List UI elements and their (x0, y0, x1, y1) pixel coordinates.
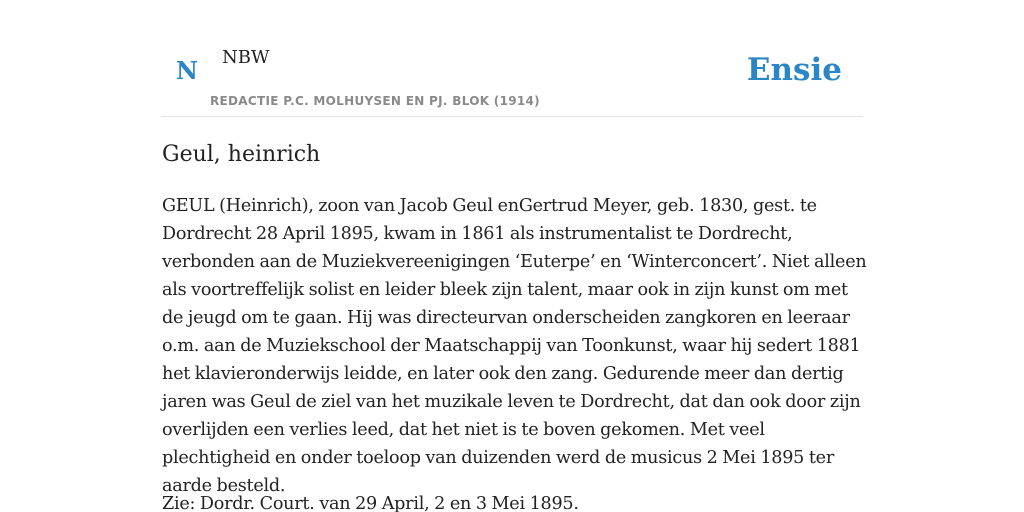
source-name[interactable]: NBW (222, 47, 270, 68)
source-editors: REDACTIE P.C. MOLHUYSEN EN PJ. BLOK (1914) (210, 94, 540, 108)
article-reference: Zie: Dordr. Court. van 29 April, 2 en 3 Mei 1895. (162, 494, 579, 512)
header (162, 0, 862, 117)
ensie-logo[interactable]: Ensie (746, 52, 842, 88)
article-body: GEUL (Heinrich), zoon van Jacob Geul enGertrud Meyer, geb. 1830, gest. te Dordrecht 28 April 1895, kwam in 1861 als instrumentalist te Dordrecht, verbonden aan de Muziekvereenigingen ‘Euterpe’ en ‘Winterconcert’. Niet alleen als voortreffelijk solist en leider bleek zijn talent, maar ook in zijn kunst om met de jeugd om te gaan. Hij was directeurvan onderscheiden zangkoren en leeraar o.m. aan de Muziekschool der Maatschappij van Toonkunst, waar hij sedert 1881 het klavieronderwijs leidde, en later ook den zang. Gedurende meer dan dertig jaren was Geul de ziel van het muzikale leven te Dordrecht, dat dan ook door zijn overlijden een verlies leed, dat het niet is te boven gekomen. Met veel plechtigheid en onder toeloop van duizenden werd de musicus 2 Mei 1895 ter aarde besteld. (162, 196, 867, 496)
article-title: Geul, heinrich (162, 142, 321, 167)
nbw-logo-icon[interactable]: N (176, 56, 198, 85)
